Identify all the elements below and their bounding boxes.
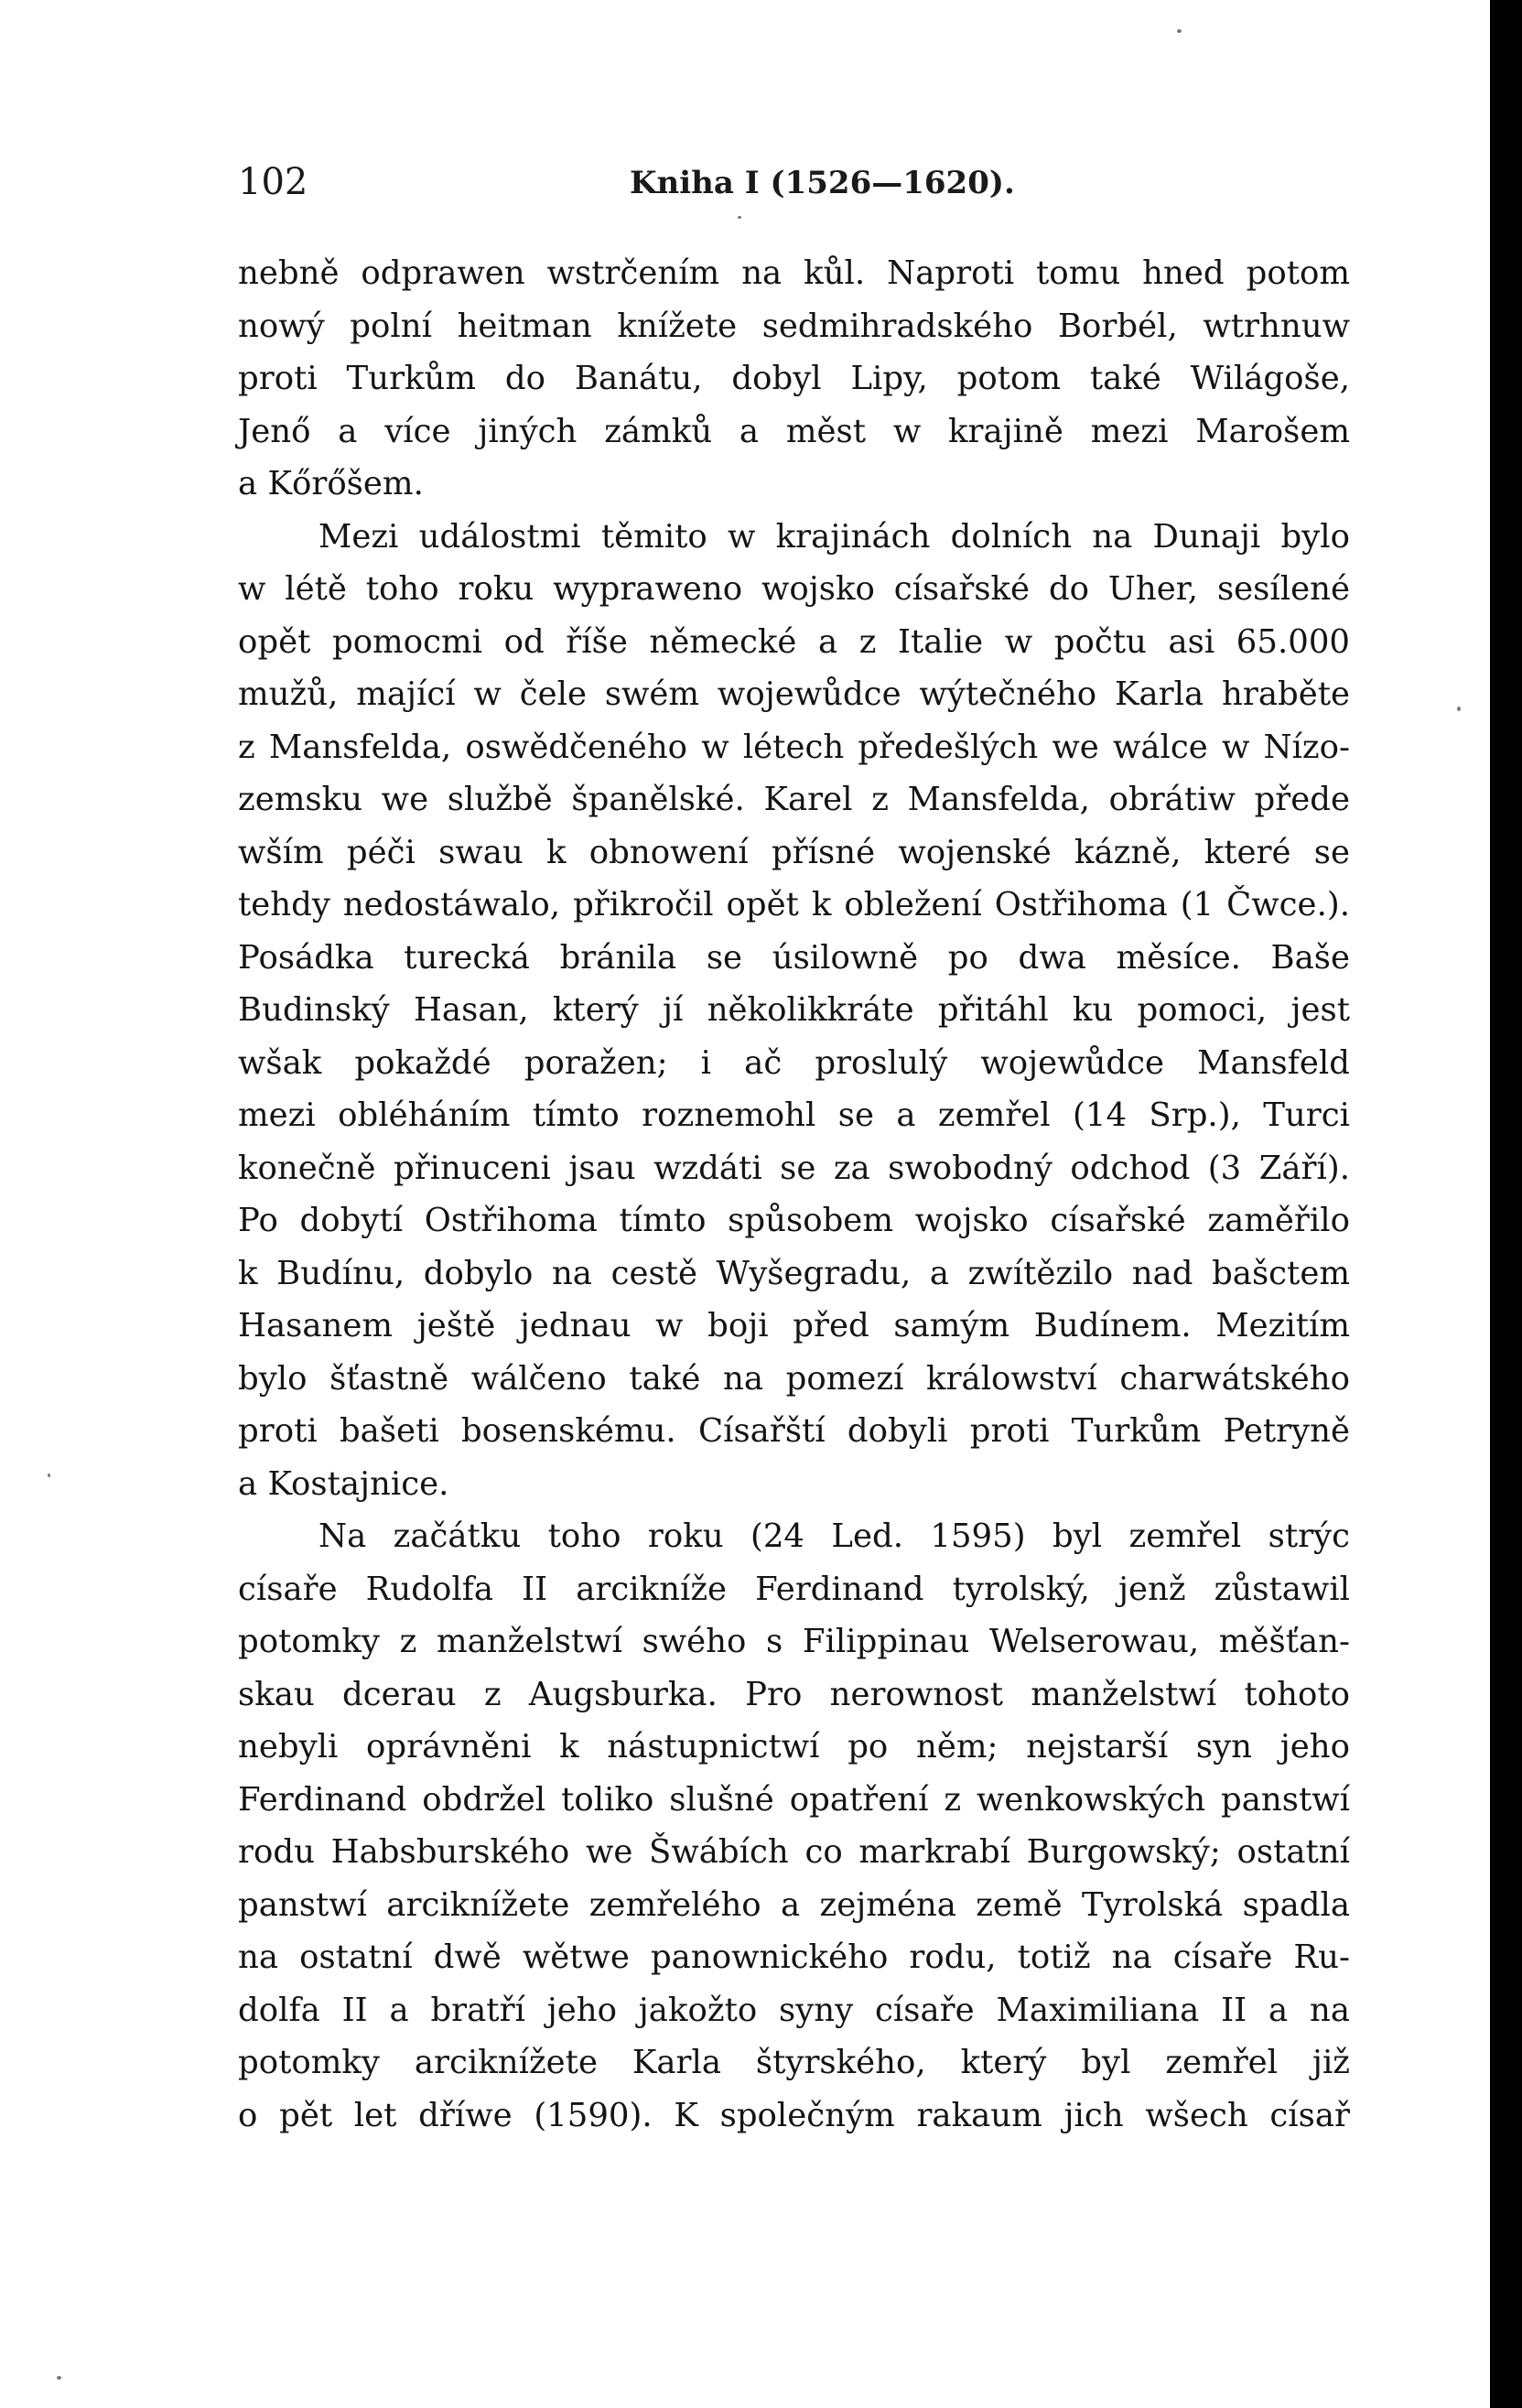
scan-speck <box>1457 707 1461 711</box>
text-line: proti Turkům do Banátu, dobyl Lipy, potom také Wilágoše, <box>238 360 1350 397</box>
text-line: nebně odprawen wstrčením na kůl. Naproti tomu hned potom <box>238 254 1350 292</box>
body-text <box>238 247 1350 2142</box>
text-line: Hasanem ještě jednau w boji před samým Budínem. Mezitím <box>238 1307 1350 1344</box>
text-line: proti bašeti bosenskému. Císařští dobyli proti Turkům Petryně <box>238 1412 1350 1450</box>
text-line: a Kőrőšem. <box>238 465 424 502</box>
text-line: potomky z manželstwí swého s Filippinau Welserowau, měšťan- <box>238 1623 1350 1660</box>
text-line: skau dcerau z Augsburka. Pro nerownost manželstwí tohoto <box>238 1675 1350 1713</box>
scan-speck <box>1177 29 1182 33</box>
text-line: wším péči swau k obnowení přísné wojenské kázně, které se <box>238 833 1350 871</box>
scan-speck <box>57 2376 61 2380</box>
text-line: potomky arciknížete Karla štyrského, který byl zemřel již <box>238 2044 1350 2081</box>
text-line: wšak pokaždé poražen; i ač proslulý wojewůdce Mansfeld <box>238 1043 1350 1082</box>
text-line: na ostatní dwě wětwe panownického rodu, totiž na císaře Ru- <box>238 1938 1350 1976</box>
scan-speck <box>48 1474 50 1477</box>
text-line: Budinský Hasan, který jí několikkráte přitáhl ku pomoci, jest <box>238 991 1350 1029</box>
text-line: k Budínu, dobylo na cestě Wyšegradu, a zwítězilo nad bašctem <box>238 1254 1350 1292</box>
running-head: Kniha I (1526—1620). <box>630 165 1015 201</box>
scan-speck <box>738 216 741 219</box>
text-line: Po dobytí Ostřihoma tímto spůsobem wojsko císařské zaměřilo <box>238 1202 1350 1239</box>
text-line: tehdy nedostáwalo, přikročil opět k obležení Ostřihoma (1 Čwce.). <box>238 886 1350 923</box>
text-line: císaře Rudolfa II arcikníže Ferdinand tyrolský, jenž zůstawil <box>238 1570 1350 1608</box>
text-line: Ferdinand obdržel toliko slušné opatření z wenkowských panstwí <box>238 1780 1350 1819</box>
text-line: opět pomocmi od říše německé a z Italie w počtu asi 65.000 <box>238 622 1350 661</box>
text-line: zemsku we službě španělské. Karel z Mansfelda, obrátiw přede <box>238 781 1350 818</box>
text-line: mezi obléháním tímto roznemohl se a zemřel (14 Srp.), Turci <box>238 1096 1350 1134</box>
text-line: nowý polní heitman knížete sedmihradského Borbél, wtrhnuw <box>238 307 1350 345</box>
text-line: nebyli oprávněni k nástupnictwí po něm; nejstarší syn jeho <box>238 1728 1350 1766</box>
text-line: z Mansfelda, oswědčeného w létech předešlých we wálce w Nízo- <box>238 728 1350 766</box>
text-line: a Kostajnice. <box>238 1464 449 1503</box>
page-number: 102 <box>238 161 308 203</box>
scan-border <box>1490 0 1522 2408</box>
text-line: bylo šťastně wálčeno také na pomezí králowství charwátského <box>238 1359 1350 1398</box>
page-header <box>238 161 1364 216</box>
text-line: Jenő a více jiných zámků a měst w krajině mezi Marošem <box>238 412 1350 450</box>
text-line: panstwí arciknížete zemřelého a zejména země Tyrolská spadla <box>238 1885 1350 1924</box>
text-line: Posádka turecká bránila se úsilowně po dwa měsíce. Baše <box>238 938 1350 977</box>
text-line: konečně přinuceni jsau wzdáti se za swobodný odchod (3 Září). <box>238 1149 1350 1187</box>
text-line: mužů, mající w čele swém wojewůdce wýtečného Karla hraběte <box>238 675 1350 713</box>
paragraph-first-line: Mezi událostmi těmito w krajinách dolních na Dunaji bylo <box>318 517 1350 556</box>
text-line: o pět let dříwe (1590). K společným rakaum jich wšech císař <box>238 2096 1350 2134</box>
text-line: w létě toho roku wypraweno wojsko císařské do Uher, sesílené <box>238 570 1350 608</box>
paragraph-first-line: Na začátku toho roku (24 Led. 1595) byl zemřel strýc <box>318 1517 1350 1555</box>
text-line: rodu Habsburského we Šwábích co markrabí Burgowský; ostatní <box>238 1833 1350 1871</box>
text-line: dolfa II a bratří jeho jakožto syny císaře Maximiliana II a na <box>238 1991 1350 2029</box>
